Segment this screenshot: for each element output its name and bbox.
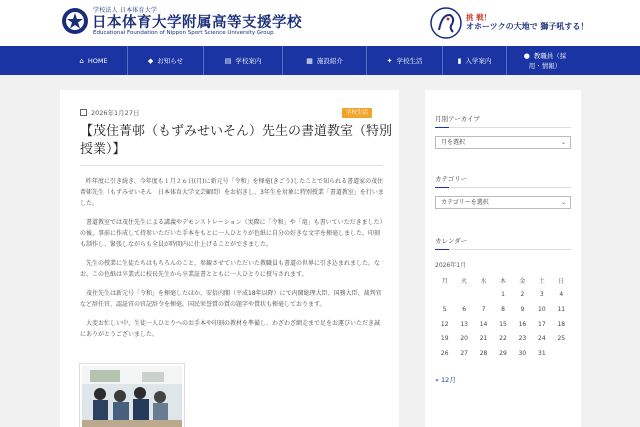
day-cell xyxy=(552,346,571,361)
calendar-divider xyxy=(435,249,571,250)
nav-label: 教職員（採 xyxy=(533,51,567,60)
calendar-week-row xyxy=(435,302,571,317)
day-cell: 22 xyxy=(499,335,507,343)
article-paragraph: 茂住先生は新元号「令和」を揮毫したほか、安倍内閣（平成18年以降）にて内閣総理大臣、国務大臣、裁判官など辞任官、認証官の官記辞令を揮毫。国民栄誉賞の賞の題字や賞状も揮毫しております。 xyxy=(80,290,382,308)
archive-title: 月別アーカイブ xyxy=(435,115,480,123)
calendar-prev-link[interactable]: « 12月 xyxy=(435,376,456,384)
nav-item-admission[interactable] xyxy=(443,46,507,75)
nav-item-home[interactable] xyxy=(60,46,128,75)
day-cell: 9 xyxy=(520,305,525,313)
day-cell: 19 xyxy=(440,335,449,343)
day-cell: 11 xyxy=(557,305,566,313)
day-cell: 27 xyxy=(460,349,468,357)
post-date xyxy=(80,108,139,117)
day-cell: 7 xyxy=(481,305,486,313)
document-icon: ▮ xyxy=(457,56,462,65)
lion-emblem-icon xyxy=(430,6,462,40)
day-cell: 10 xyxy=(538,305,546,313)
weekday-cell: 土 xyxy=(538,277,545,285)
nav-label: 学校生活 xyxy=(396,57,423,65)
day-cell: 6 xyxy=(462,305,467,313)
weekday-cell: 水 xyxy=(480,277,487,285)
nav-item-news[interactable] xyxy=(128,46,204,75)
post-date-text: 2026年1月27日 xyxy=(91,109,140,117)
article-paragraph: 書道教室では茂住先生による講義やデモンストレーション（実際に「令和」や「竜」も書いていただきました）の後、事前に作成して持参いただいた手本をもとに一人ひとりが色紙に自分の好きな文字を揮毫しました。印刻も制作し、緊張しながらも全員が時間内に仕上げることができました。 xyxy=(80,219,383,248)
building-icon: ▦ xyxy=(306,56,313,65)
day-cell: 31 xyxy=(538,349,546,357)
article-card xyxy=(60,90,399,427)
day-cell: 23 xyxy=(518,335,527,343)
day-cell: 8 xyxy=(501,305,505,313)
day-cell: 25 xyxy=(557,335,566,343)
day-cell: 24 xyxy=(538,335,546,343)
title-divider xyxy=(80,165,383,166)
day-cell: 1 xyxy=(501,291,505,299)
book-icon: ▤ xyxy=(224,56,232,65)
nav-label: お知らせ xyxy=(157,57,184,65)
day-cell: 20 xyxy=(460,335,468,343)
article-title: 【茂住菁邨（もずみせいそん）先生の書道教室（特別授業）】 xyxy=(80,124,393,157)
home-icon: ⌂ xyxy=(79,56,84,65)
day-cell: 12 xyxy=(440,320,449,328)
calendar-title: カレンダー xyxy=(435,237,468,245)
day-cell xyxy=(435,288,454,303)
calendar-week-row xyxy=(435,346,571,361)
day-cell: 5 xyxy=(442,305,447,313)
nav-item-facilities[interactable] xyxy=(283,46,367,75)
day-cell: 2 xyxy=(520,291,525,299)
article-paragraph: 大変お忙しい中、生徒一人ひとりへのお手本や印刻の教材を準備し、わざわざ網走まで足をお運びいただき誠にありがとうございました。 xyxy=(80,320,381,338)
banner-bottom-text: オホーツクの大地で 獅子吼する！ xyxy=(466,22,589,31)
nav-item-about[interactable] xyxy=(204,46,283,75)
day-cell: 30 xyxy=(518,349,527,357)
calendar-week-row xyxy=(435,317,571,332)
day-cell: 14 xyxy=(479,320,488,328)
archive-widget xyxy=(425,90,581,170)
day-cell: 21 xyxy=(479,335,488,343)
day-cell: 16 xyxy=(518,320,527,328)
people-icon: ● xyxy=(523,51,530,60)
challenge-banner[interactable] xyxy=(430,4,590,42)
nav-label: HOME xyxy=(87,56,108,65)
day-cell: 18 xyxy=(557,320,566,328)
main-nav xyxy=(0,46,640,75)
weekday-cell: 木 xyxy=(499,277,506,285)
category-divider xyxy=(435,187,571,188)
article-body xyxy=(80,176,384,348)
day-cell: 4 xyxy=(559,291,564,299)
weekday-cell: 金 xyxy=(519,277,526,285)
category-widget xyxy=(425,160,581,222)
nav-label: 入学案内 xyxy=(465,57,492,65)
archive-select[interactable] xyxy=(435,136,571,149)
day-cell xyxy=(474,288,493,303)
star-icon: ✦ xyxy=(386,56,393,65)
nav-label: 施設紹介 xyxy=(316,57,343,65)
category-select[interactable] xyxy=(435,196,571,209)
day-cell: 15 xyxy=(499,320,507,328)
day-cell: 17 xyxy=(538,320,546,328)
calendar-weekday-row xyxy=(435,273,571,288)
calendar-week-row xyxy=(435,331,571,346)
banner-top-text: 挑 戦！ xyxy=(466,13,492,22)
article-paragraph: 昨年度に引き続き、今年度も１月２６日(月)に新元号「令和」を揮毫(きごう)したことで知られる書道家の茂住菁邨先生（もずみせいそん 日本体育大学文芸顧問）をお招きし、3年生を対象に特別授業「書道教室」を行いました。 xyxy=(80,178,384,207)
calendar-icon xyxy=(80,109,87,116)
calendar-caption: 2026年1月 xyxy=(435,262,467,269)
nav-item-school-life[interactable] xyxy=(367,46,443,75)
archive-divider xyxy=(435,127,571,128)
calendar-week-row xyxy=(435,288,571,303)
category-title: カテゴリー xyxy=(435,175,468,183)
nav-item-staff[interactable] xyxy=(507,46,583,75)
school-name[interactable]: 日本体育大学附属高等支援学校 xyxy=(92,15,302,31)
chevron-down-icon: ⌄ xyxy=(560,139,566,146)
weekday-cell: 日 xyxy=(558,277,565,285)
site-header xyxy=(0,0,640,46)
classroom-photo-image xyxy=(82,366,182,427)
article-paragraph: 先生の授業に生徒たちはもちろんのこと、参観させていただいた教職員も書道の世界に引き込まれました。なお、この色紙は卒業式に校長先生から卒業証書とともに一人ひとりに授与されます。 xyxy=(80,260,381,278)
calendar-widget xyxy=(425,222,581,427)
bell-icon: ◆ xyxy=(147,56,154,65)
category-badge[interactable]: 学校生活 xyxy=(342,108,372,118)
calendar-table xyxy=(435,273,571,361)
weekday-cell: 月 xyxy=(441,277,448,285)
archive-select-value: 月を選択 xyxy=(441,139,466,146)
school-name-en: Educational Foundation of Nippon Sport Science University Group xyxy=(93,30,274,36)
day-cell: 3 xyxy=(539,291,544,299)
nav-label-line2: 用・情報） xyxy=(528,61,562,70)
corp-line: 学校法人 日本体育大学 xyxy=(93,7,158,14)
day-cell xyxy=(454,288,473,303)
article-photo[interactable] xyxy=(80,364,184,427)
day-cell: 26 xyxy=(440,349,449,357)
day-cell: 13 xyxy=(460,320,468,328)
day-cell: 29 xyxy=(499,349,507,357)
weekday-cell: 火 xyxy=(461,277,468,285)
category-select-value: カテゴリーを選択 xyxy=(441,199,489,206)
day-cell: 28 xyxy=(479,349,488,357)
school-emblem-icon[interactable] xyxy=(61,7,89,35)
chevron-down-icon: ⌄ xyxy=(560,199,566,206)
nav-label: 学校案内 xyxy=(235,57,262,65)
